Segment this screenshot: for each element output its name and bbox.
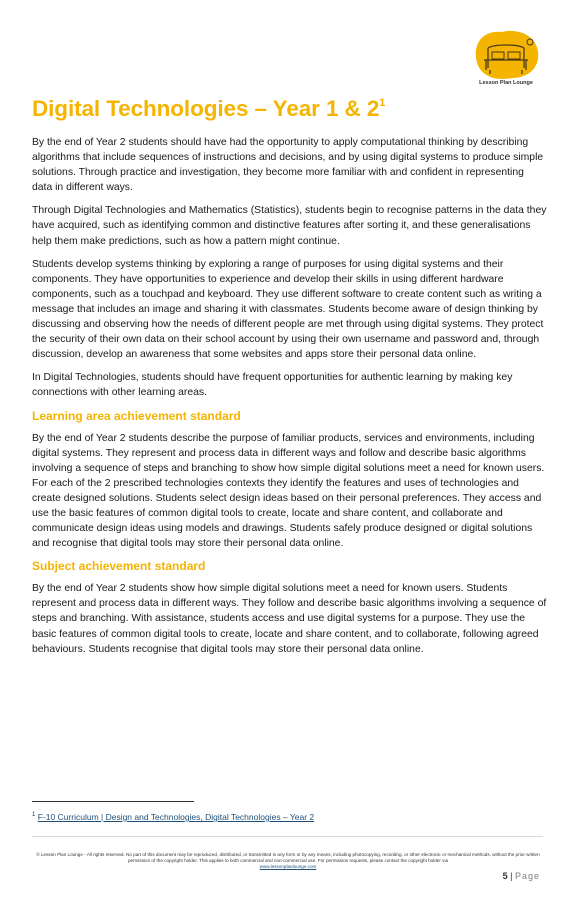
footnote bbox=[32, 812, 314, 822]
footnote-marker: 1 bbox=[32, 812, 36, 819]
footer-divider bbox=[32, 836, 543, 837]
subject-standard-heading: Subject achievement standard bbox=[32, 559, 206, 574]
curriculum-link[interactable]: F-10 Curriculum | Design and Technologies, Digital Technologies – Year 2 bbox=[37, 812, 315, 822]
subject-standard-text: By the end of Year 2 students show how simple digital solutions meet a need for known users. Students represent and process data in different ways. They follow and describe basic algorithms involving a sequence of steps and branching. With assistance, students access and use digital systems for a purpose. They use the basic features of common digital tools to create, locate and share content, and to collaborate, following agreed behaviours. Students recognise that digital tools may store their personal data online. bbox=[32, 583, 547, 655]
logo-caption: Lesson Plan Lounge bbox=[479, 80, 533, 86]
website-link[interactable]: www.lessonplanlounge.com bbox=[259, 864, 317, 869]
title-footnote-ref[interactable]: 1 bbox=[379, 96, 386, 109]
lesson-plan-lounge-logo bbox=[470, 26, 542, 88]
page-label: Page bbox=[514, 871, 540, 881]
page-separator: | bbox=[510, 871, 513, 881]
page-title-text: Digital Technologies – Year 1 & 2 bbox=[32, 96, 380, 121]
copyright-notice bbox=[34, 852, 542, 870]
page-number-value: 5 bbox=[502, 871, 508, 881]
page-title bbox=[32, 96, 385, 122]
learning-area-text: By the end of Year 2 students describe the purpose of familiar products, services and environments, including digital systems. They represent and process data in different ways and follow and describe basic algorithms involving a sequence of steps and branching to show how simple digital solutions meet a need for known users. For each of the 2 prescribed technologies contexts they identify the features and uses of technologies and create designed solutions. Students select design ideas based on their personal preferences. They access and use the basic features of common digital tools to create, locate and share content, and collaborate and communicate design ideas using models and drawings. Students safely produce designed or digital solutions and recognise that digital tools may store their personal data online. bbox=[32, 432, 545, 550]
document-body bbox=[32, 135, 547, 665]
patterns-paragraph: Through Digital Technologies and Mathematics (Statistics), students begin to recognise patterns in the data they have acquired, such as identifying common and distinctive features after sorting it, and these generalisations help them make predictions, such as how a pattern might continue. bbox=[32, 205, 547, 247]
page-number bbox=[503, 871, 540, 881]
intro-paragraph: By the end of Year 2 students should have had the opportunity to apply computational thinking by describing algorithms that include sequences of instructions and decisions, and by using digital systems to produce simple solutions. Through practice and investigation, they become more familiar with and confident in representing data in different ways. bbox=[32, 137, 544, 194]
learning-area-heading: Learning area achievement standard bbox=[32, 408, 241, 423]
systems-thinking-paragraph: Students develop systems thinking by exploring a range of purposes for using digital systems and their components. They have opportunities to experience and develop their skills in using different hardware components, such as a touchpad and keyboard. They use different software to create content such as writing a message that includes an image and sharing it with classmates. Students become aware of design thinking by discussing and observing how the needs of different people are met through using digital systems. They protect the security of their own data on their school account by using their own username and password and, through discussion, develop an awareness that some websites and apps store their personal data online. bbox=[32, 258, 544, 361]
footnote-divider bbox=[32, 801, 194, 802]
copyright-text: © Lesson Plan Lounge - All rights reserved. No part of this document may be reproduced, distributed, or transmitted in any form or by any means, including photocopying, recording, or other electronic or mechanical methods, without the prior written permission of the copyright holder. This applies to both commercial and non-commercial use. For permission requests, please contact the copyright holder via bbox=[36, 852, 540, 863]
learning-connections-paragraph: In Digital Technologies, students should have frequent opportunities for authentic learning by making key connections with other learning areas. bbox=[32, 372, 513, 399]
